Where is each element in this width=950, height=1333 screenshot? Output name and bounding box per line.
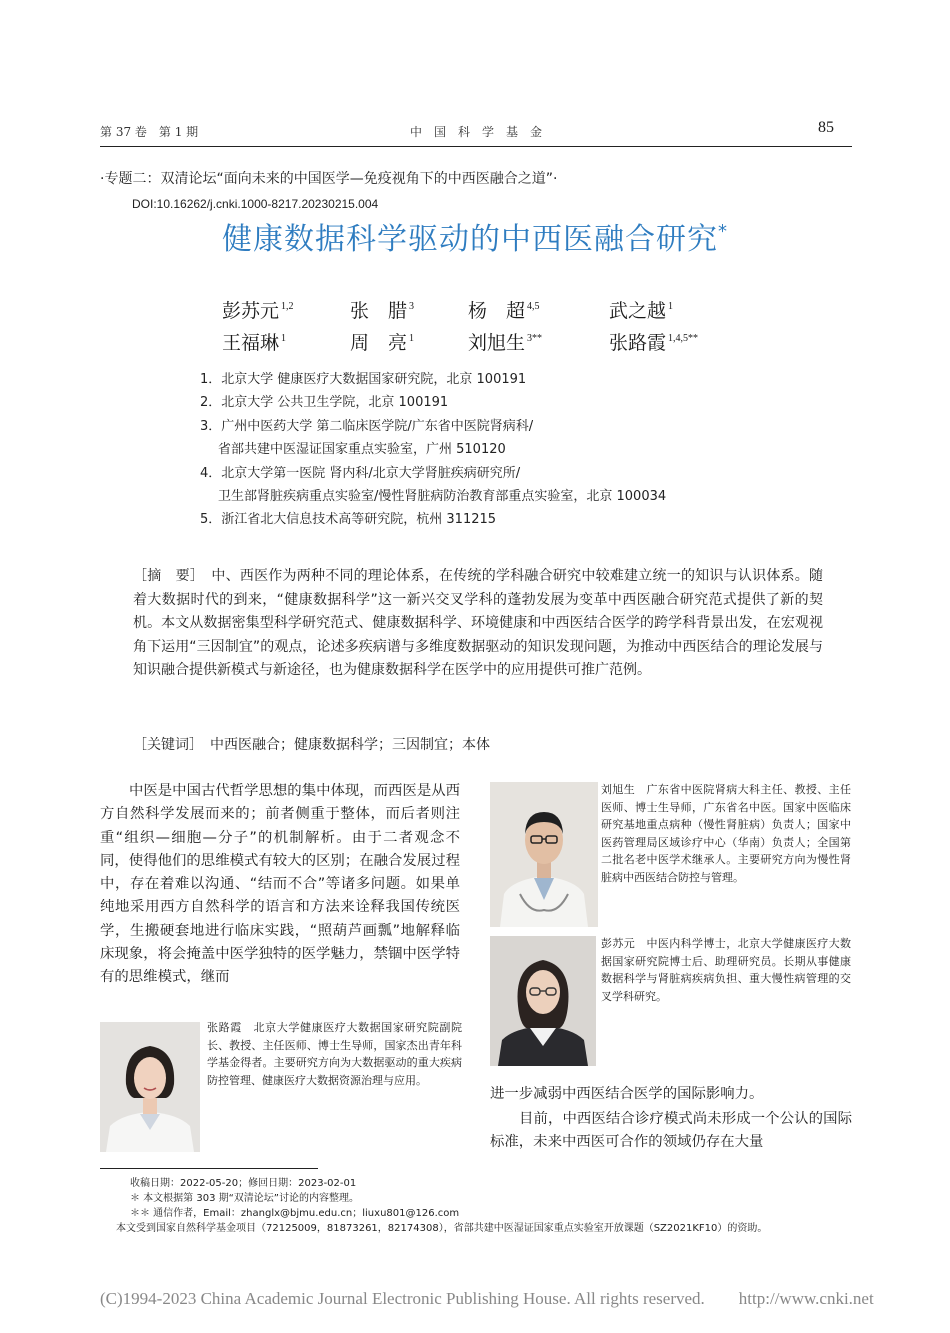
author: 彭苏元 $^{1,2}$ <box>222 300 294 322</box>
abstract-text: 中、西医作为两种不同的理论体系，在传统的学科融合研究中较难建立统一的知识与认识体系。随着大数据时代的到来，“健康数据科学”这一新兴交叉学科的蓬勃发展为变革中西医融合研究范式提供了新的契机。本文从数据密集型科学研究范式、健康数据科学、环境健康和中西医结合医学的跨学科背景出发，在宏观视角下运用“三因制宜”的观点，论述多疾病谱与多维度数据驱动的知识发现问题，为推动中西医结合的理论发展与知识融合提供新模式与新途径，也为健康数据科学在医学中的应用提供可推广范例。 <box>133 568 824 679</box>
author-photo-peng <box>490 936 596 1066</box>
affiliation-line: 4．北京大学第一医院 肾内科/北京大学肾脏疾病研究所/ <box>200 465 521 481</box>
running-header-volume: 第 37 卷 第 1 期 <box>100 125 199 139</box>
abstract <box>133 565 823 683</box>
author: 张路霞 $^{1,4,5**}$ <box>609 332 699 354</box>
footnote-funding: 本文受到国家自然科学基金项目（72125009，81873261，82174308），省部共建中医湿证国家重点实验室开放课题（SZ2021KF10）的资助。 <box>116 1223 768 1234</box>
portrait-zhang-icon <box>100 1022 200 1152</box>
footnote-corresponding: ＊＊ 通信作者，Email：zhanglx@bjmu.edu.cn；liuxu801@126.com <box>130 1208 460 1219</box>
affiliation-line: 5．浙江省北大信息技术高等研究院，杭州 311215 <box>200 512 497 528</box>
bio-liu: 刘旭生 广东省中医院肾病大科主任、教授、主任医师、博士生导师，广东省名中医。国家中医临床研究基地重点病种（慢性肾脏病）负责人；国家中医药管理局区域诊疗中心（华南）负责人；全国第二批名老中医学术继承人。主要研究方向为慢性肾脏病中西医结合防控与管理。 <box>601 783 851 884</box>
author: 王福琳 $^1$ <box>222 332 287 354</box>
keywords-label: ［关键词］ <box>133 737 196 753</box>
author: 张 腊 $^3$ <box>350 300 415 322</box>
article-title <box>0 214 950 258</box>
footnote-source: ＊ 本文根据第 303 期“双清论坛”讨论的内容整理。 <box>130 1193 359 1204</box>
affiliation-line: 2．北京大学 公共卫生学院，北京 100191 <box>200 395 449 411</box>
copyright-notice: (C)1994-2023 China Academic Journal Electronic Publishing House. All rights reserved. http://www.cnki.net <box>100 1289 874 1308</box>
author: 杨 超 $^{4,5}$ <box>468 300 540 322</box>
topic-line: ·专题二：双清论坛“面向未来的中国医学—免疫视角下的中西医融合之道”· <box>100 171 558 187</box>
page-number: 85 <box>818 119 834 136</box>
title-footnote-mark: * <box>718 221 728 242</box>
body-paragraph-left: 中医是中国古代哲学思想的集中体现，而西医是从西方自然科学发展而来的；前者侧重于整体，而后者则注重“组织—细胞—分子”的机制解析。由于二者观念不同，使得他们的思维模式有较大的区别；在融合发展过程中，存在着难以沟通、“结而不合”等诸多问题。如果单纯地采用西方自然科学的语言和方法来诠释我国传统医学，生搬硬套地进行临床实践，“照葫芦画瓢”地解释临床现象，将会掩盖中医学独特的医学魅力，禁锢中医学特有的思维模式，继而 <box>100 783 460 986</box>
author-photo-liu <box>490 782 598 927</box>
abstract-label: ［摘 要］ <box>133 568 198 584</box>
portrait-peng-icon <box>490 936 596 1066</box>
affiliation-line: 3．广州中医药大学 第二临床医学院/广东省中医院肾病科/ <box>200 418 534 434</box>
author: 周 亮 $^1$ <box>350 332 415 354</box>
bio-zhang: 张路霞 北京大学健康医疗大数据国家研究院副院长、教授、主任医师、博士生导师，国家杰出青年科学基金得者。主要研究方向为大数据驱动的重大疾病防控管理、健康医疗大数据资源治理与应用。 <box>207 1021 462 1087</box>
header-rule <box>100 146 852 147</box>
title-text: 健康数据科学驱动的中西医融合研究 <box>222 222 718 257</box>
affiliation-line: 省部共建中医湿证国家重点实验室，广州 510120 <box>218 442 506 458</box>
footnote-received: 收稿日期：2022-05-20；修回日期：2023-02-01 <box>130 1178 357 1189</box>
author: 武之越 $^1$ <box>609 300 674 322</box>
doi: DOI:10.16262/j.cnki.1000-8217.20230215.004 <box>132 197 379 211</box>
affiliation-line: 卫生部肾脏疾病重点实验室/慢性肾脏病防治教育部重点实验室，北京 100034 <box>218 489 667 505</box>
keywords-text: 中西医融合；健康数据科学；三因制宜；本体 <box>210 737 490 753</box>
affiliation-line: 1．北京大学 健康医疗大数据国家研究院，北京 100191 <box>200 372 527 387</box>
author-photo-zhang <box>100 1022 200 1152</box>
body-paragraph-right-1: 进一步减弱中西医结合医学的国际影响力。 <box>490 1086 764 1102</box>
author: 刘旭生 $^{3**}$ <box>468 332 543 354</box>
body-paragraph-right-2: 目前，中西医结合诊疗模式尚未形成一个公认的国际标准，未来中西医可合作的领域仍存在大量 <box>490 1111 852 1151</box>
keywords <box>133 734 490 754</box>
portrait-liu-icon <box>490 782 598 927</box>
bio-peng: 彭苏元 中医内科学博士，北京大学健康医疗大数据国家研究院博士后、助理研究员。长期从事健康数据科学与肾脏病疾病负担、重大慢性病管理的交叉学科研究。 <box>601 937 851 1003</box>
running-header-journal: 中 国 科 学 基 金 <box>410 125 543 139</box>
footnote-rule <box>100 1168 318 1169</box>
affiliations <box>200 368 666 532</box>
